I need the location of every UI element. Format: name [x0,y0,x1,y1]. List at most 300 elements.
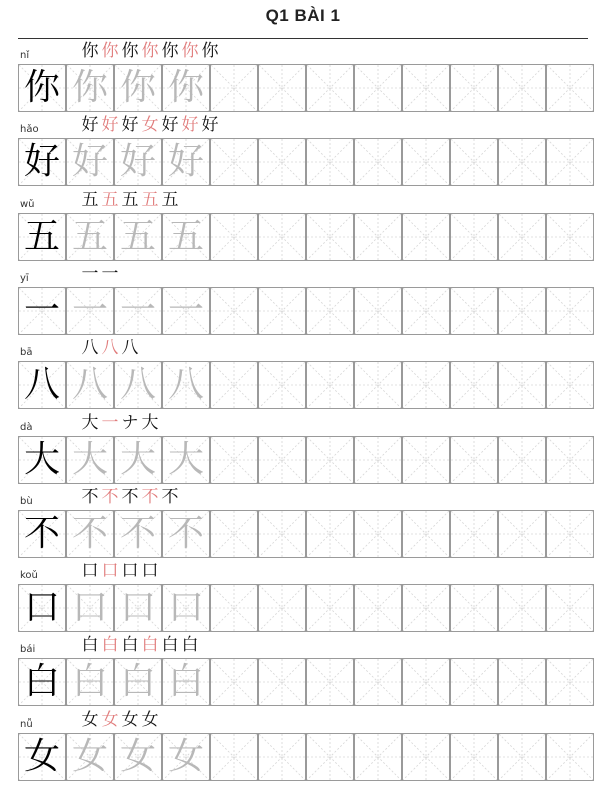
trace-character-cell[interactable] [162,287,210,335]
model-character: 你 [23,67,60,108]
trace-character-cell[interactable] [114,287,162,335]
cell-guide-lines [451,437,497,483]
practice-cell[interactable] [498,584,546,632]
practice-cell[interactable] [354,733,402,781]
cell-guide-lines [547,288,593,334]
cell-guide-lines [307,734,353,780]
practice-row-4 [0,263,606,337]
stroke-step: 五 [121,189,139,210]
practice-cell[interactable] [258,138,306,186]
trace-character: 白 [119,661,156,703]
practice-row-2 [0,114,606,188]
stroke-step: 你 [181,41,199,61]
trace-character: 五 [167,215,204,257]
practice-cell[interactable] [546,584,594,632]
practice-cell[interactable] [258,287,306,335]
cell-guide-lines [355,734,401,780]
trace-character: 口 [71,587,108,629]
cell-guide-lines [259,585,305,631]
practice-cell[interactable] [258,658,306,706]
trace-character: 大 [167,438,204,480]
cell-guide-lines [403,288,449,334]
cell-guide-lines [499,511,545,557]
model-character: 五 [23,215,60,257]
cell-guide-lines [451,659,497,705]
cell-guide-lines [499,734,545,780]
practice-cell[interactable] [546,436,594,484]
stroke-step: 口 [121,561,139,582]
trace-character: 八 [119,364,156,406]
trace-character: 口 [119,587,156,629]
model-character-cell [18,361,66,409]
stroke-step: 好 [161,115,179,136]
trace-character: 女 [71,735,108,777]
practice-cell[interactable] [354,584,402,632]
trace-character: 女 [167,735,204,777]
trace-character-cell[interactable] [66,138,114,186]
practice-cell[interactable] [450,213,498,261]
pinyin-label: hǎo [20,124,39,136]
trace-character: 五 [71,215,108,257]
practice-cell[interactable] [210,138,258,186]
stroke-step: 好 [121,115,139,136]
cell-guide-lines [211,585,257,631]
trace-character: 好 [167,141,204,183]
practice-cell[interactable] [258,510,306,558]
practice-cell[interactable] [450,361,498,409]
stroke-step: 你 [201,41,219,61]
practice-cell[interactable] [546,213,594,261]
practice-cell[interactable] [306,287,354,335]
stroke-step: 白 [141,635,159,656]
writing-grid [18,213,594,261]
trace-character-cell[interactable] [114,658,162,706]
stroke-step: 八 [101,338,119,359]
trace-character-cell[interactable] [114,213,162,261]
trace-character-cell[interactable] [162,658,210,706]
cell-guide-lines [499,139,545,185]
model-character-cell [18,658,66,706]
title-divider [18,38,588,39]
trace-character: 口 [167,587,204,629]
practice-cell[interactable] [498,138,546,186]
practice-cell[interactable] [306,138,354,186]
trace-character-cell[interactable] [114,733,162,781]
trace-character-cell[interactable] [66,361,114,409]
cell-guide-lines [355,585,401,631]
stroke-step: 白 [121,635,139,656]
trace-character-cell[interactable] [162,138,210,186]
practice-cell[interactable] [498,510,546,558]
stroke-step: 女 [141,115,159,136]
practice-cell[interactable] [402,64,450,112]
stroke-step: 大 [81,412,99,433]
model-character: 好 [23,141,60,183]
writing-grid [18,436,594,484]
practice-cell[interactable] [258,361,306,409]
model-character: 女 [23,735,60,777]
stroke-step: 你 [81,41,99,61]
cell-guide-lines [547,65,593,111]
practice-cell[interactable] [306,584,354,632]
cell-guide-lines [259,734,305,780]
worksheet-title: Q1 BÀI 1 [265,6,341,25]
trace-character: 女 [119,735,156,777]
practice-cell[interactable] [450,64,498,112]
practice-cell[interactable] [354,138,402,186]
cell-guide-lines [259,139,305,185]
trace-character-cell[interactable] [66,584,114,632]
practice-cell[interactable] [402,436,450,484]
practice-cell[interactable] [450,436,498,484]
practice-cell[interactable] [354,510,402,558]
cell-guide-lines [307,214,353,260]
stroke-step: 好 [201,115,219,136]
stroke-step: 白 [101,635,119,656]
model-character-cell [18,733,66,781]
practice-cell[interactable] [498,658,546,706]
trace-character-cell[interactable] [66,658,114,706]
stroke-step: 不 [101,486,119,507]
pinyin-label: bù [20,495,33,507]
pinyin-label: yī [20,272,29,284]
cell-guide-lines [355,437,401,483]
practice-cell[interactable] [258,436,306,484]
model-character: 不 [23,512,60,554]
cell-guide-lines [499,65,545,111]
cell-guide-lines [499,214,545,260]
trace-character: 不 [167,512,204,554]
practice-cell[interactable] [450,733,498,781]
cell-guide-lines [403,65,449,111]
writing-grid [18,658,594,706]
practice-row-10 [0,709,606,783]
practice-cell[interactable] [210,213,258,261]
cell-guide-lines [307,65,353,111]
cell-guide-lines [259,437,305,483]
practice-cell[interactable] [306,658,354,706]
cell-guide-lines [499,288,545,334]
practice-cell[interactable] [546,733,594,781]
practice-cell[interactable] [210,510,258,558]
practice-cell[interactable] [306,436,354,484]
practice-row-3 [0,189,606,263]
model-character: 大 [23,438,60,480]
cell-guide-lines [259,288,305,334]
trace-character: 不 [119,512,156,554]
cell-guide-lines [307,511,353,557]
stroke-step: 白 [161,635,179,656]
pinyin-label: dà [20,421,33,433]
stroke-order-sequence [80,412,160,434]
stroke-step: 你 [141,41,159,61]
practice-cell[interactable] [498,213,546,261]
trace-character-cell[interactable] [162,436,210,484]
stroke-step: 一 [101,412,119,433]
model-character: 白 [23,661,60,703]
trace-character: 你 [71,67,108,108]
stroke-order-sequence [80,486,180,508]
practice-cell[interactable] [402,658,450,706]
stroke-step: 白 [181,635,199,656]
trace-character: 白 [71,661,108,703]
stroke-order-sequence [80,560,160,582]
trace-character-cell[interactable] [114,361,162,409]
trace-character-cell[interactable] [114,138,162,186]
cell-guide-lines [259,214,305,260]
cell-guide-lines [211,65,257,111]
model-character-cell [18,510,66,558]
cell-guide-lines [355,288,401,334]
trace-character: 大 [71,438,108,480]
stroke-step: ナ [121,412,139,433]
trace-character-cell[interactable] [66,436,114,484]
cell-guide-lines [403,659,449,705]
practice-cell[interactable] [306,64,354,112]
trace-character: 八 [167,364,204,406]
stroke-step: 不 [81,486,99,507]
model-character-cell [18,138,66,186]
cell-guide-lines [355,65,401,111]
cell-guide-lines [547,734,593,780]
trace-character: 白 [167,661,204,703]
cell-guide-lines [403,362,449,408]
practice-cell[interactable] [402,733,450,781]
trace-character-cell[interactable] [114,64,162,112]
practice-cell[interactable] [354,361,402,409]
cell-guide-lines [355,362,401,408]
cell-guide-lines [307,585,353,631]
practice-cell[interactable] [354,64,402,112]
cell-guide-lines [403,437,449,483]
cell-guide-lines [547,362,593,408]
stroke-step: 不 [161,486,179,507]
stroke-step: 五 [161,189,179,210]
trace-character-cell[interactable] [114,584,162,632]
practice-cell[interactable] [546,138,594,186]
cell-guide-lines [259,511,305,557]
trace-character-cell[interactable] [66,510,114,558]
stroke-order-sequence [80,337,140,359]
cell-guide-lines [211,437,257,483]
practice-cell[interactable] [306,510,354,558]
writing-grid [18,733,594,781]
model-character-cell [18,213,66,261]
trace-character-cell[interactable] [114,510,162,558]
pinyin-label: bā [20,347,33,359]
trace-character-cell[interactable] [162,510,210,558]
practice-cell[interactable] [306,213,354,261]
practice-cell[interactable] [210,436,258,484]
cell-guide-lines [355,511,401,557]
stroke-step: 不 [141,486,159,507]
practice-cell[interactable] [450,138,498,186]
writing-grid [18,138,594,186]
trace-character-cell[interactable] [162,584,210,632]
cell-guide-lines [211,659,257,705]
practice-cell[interactable] [498,733,546,781]
cell-guide-lines [451,585,497,631]
cell-guide-lines [403,734,449,780]
cell-guide-lines [403,214,449,260]
practice-row-7 [0,486,606,560]
cell-guide-lines [307,288,353,334]
practice-cell[interactable] [258,733,306,781]
practice-cell[interactable] [402,213,450,261]
cell-guide-lines [499,362,545,408]
model-character: 八 [23,364,60,406]
trace-character: 你 [167,67,204,108]
writing-grid [18,287,594,335]
practice-cell[interactable] [210,658,258,706]
model-character-cell [18,584,66,632]
practice-cell[interactable] [354,658,402,706]
practice-cell[interactable] [258,64,306,112]
cell-guide-lines [547,139,593,185]
practice-cell[interactable] [210,64,258,112]
practice-cell[interactable] [546,510,594,558]
cell-guide-lines [307,362,353,408]
stroke-step: 好 [181,115,199,136]
stroke-order-sequence [80,40,220,62]
practice-cell[interactable] [354,436,402,484]
cell-guide-lines [451,214,497,260]
writing-grid [18,64,594,112]
trace-character: 一 [167,289,204,331]
practice-cell[interactable] [210,584,258,632]
pinyin-label: bái [20,644,36,656]
cell-guide-lines [211,734,257,780]
stroke-step: 好 [101,115,119,136]
model-character-cell [18,436,66,484]
cell-guide-lines [211,362,257,408]
cell-guide-lines [547,659,593,705]
practice-cell[interactable] [258,584,306,632]
practice-cell[interactable] [498,287,546,335]
cell-guide-lines [403,585,449,631]
practice-cell[interactable] [546,361,594,409]
practice-cell[interactable] [450,584,498,632]
stroke-step: 白 [81,635,99,656]
stroke-step: 女 [81,709,99,730]
pinyin-label: nǚ [20,718,33,730]
practice-cell[interactable] [402,510,450,558]
writing-grid [18,584,594,632]
practice-cell[interactable] [258,213,306,261]
trace-character-cell[interactable] [66,213,114,261]
trace-character: 八 [71,364,108,406]
practice-cell[interactable] [450,510,498,558]
cell-guide-lines [307,437,353,483]
cell-guide-lines [451,139,497,185]
practice-cell[interactable] [354,287,402,335]
stroke-step: 五 [81,189,99,210]
cell-guide-lines [259,362,305,408]
practice-cell[interactable] [546,64,594,112]
trace-character-cell[interactable] [66,287,114,335]
cell-guide-lines [547,437,593,483]
cell-guide-lines [451,511,497,557]
practice-cell[interactable] [306,361,354,409]
stroke-step: 你 [121,41,139,61]
trace-character: 不 [71,512,108,554]
stroke-step: 不 [121,486,139,507]
stroke-order-sequence [80,263,120,285]
practice-cell[interactable] [306,733,354,781]
trace-character-cell[interactable] [162,361,210,409]
pinyin-label: nǐ [20,50,30,61]
trace-character-cell[interactable] [66,733,114,781]
practice-cell[interactable] [498,436,546,484]
stroke-order-sequence [80,634,200,656]
cell-guide-lines [355,659,401,705]
stroke-step: 好 [81,115,99,136]
practice-cell[interactable] [210,287,258,335]
stroke-step: 你 [101,41,119,61]
stroke-step: 大 [141,412,159,433]
cell-guide-lines [499,659,545,705]
practice-cell[interactable] [546,658,594,706]
trace-character-cell[interactable] [162,733,210,781]
cell-guide-lines [355,214,401,260]
trace-character: 一 [71,289,108,331]
practice-row-5 [0,337,606,411]
practice-cell[interactable] [402,287,450,335]
trace-character-cell[interactable] [162,64,210,112]
practice-cell[interactable] [546,287,594,335]
practice-cell[interactable] [210,361,258,409]
trace-character-cell[interactable] [66,64,114,112]
stroke-order-sequence [80,114,220,136]
cell-guide-lines [211,288,257,334]
trace-character: 五 [119,215,156,257]
cell-guide-lines [547,511,593,557]
practice-cell[interactable] [498,361,546,409]
practice-cell[interactable] [354,213,402,261]
cell-guide-lines [451,734,497,780]
practice-cell[interactable] [402,584,450,632]
practice-cell[interactable] [402,138,450,186]
model-character: 一 [23,289,60,331]
cell-guide-lines [451,362,497,408]
cell-guide-lines [403,139,449,185]
stroke-step: 女 [101,709,119,730]
cell-guide-lines [499,437,545,483]
practice-cell[interactable] [450,658,498,706]
practice-cell[interactable] [450,287,498,335]
trace-character-cell[interactable] [162,213,210,261]
cell-guide-lines [547,214,593,260]
pinyin-label: koǔ [20,570,38,582]
stroke-step: 一 [81,263,99,284]
writing-grid [18,510,594,558]
model-character-cell [18,64,66,112]
practice-cell[interactable] [402,361,450,409]
practice-cell[interactable] [210,733,258,781]
practice-cell[interactable] [498,64,546,112]
stroke-order-sequence [80,189,180,211]
practice-row-6 [0,412,606,486]
stroke-step: 八 [81,338,99,359]
trace-character: 大 [119,438,156,480]
practice-row-8 [0,560,606,634]
stroke-step: 一 [101,263,119,284]
trace-character: 你 [119,67,156,108]
model-character: 口 [23,587,60,629]
stroke-order-sequence [80,709,160,731]
trace-character-cell[interactable] [114,436,162,484]
stroke-step: 口 [101,561,119,582]
